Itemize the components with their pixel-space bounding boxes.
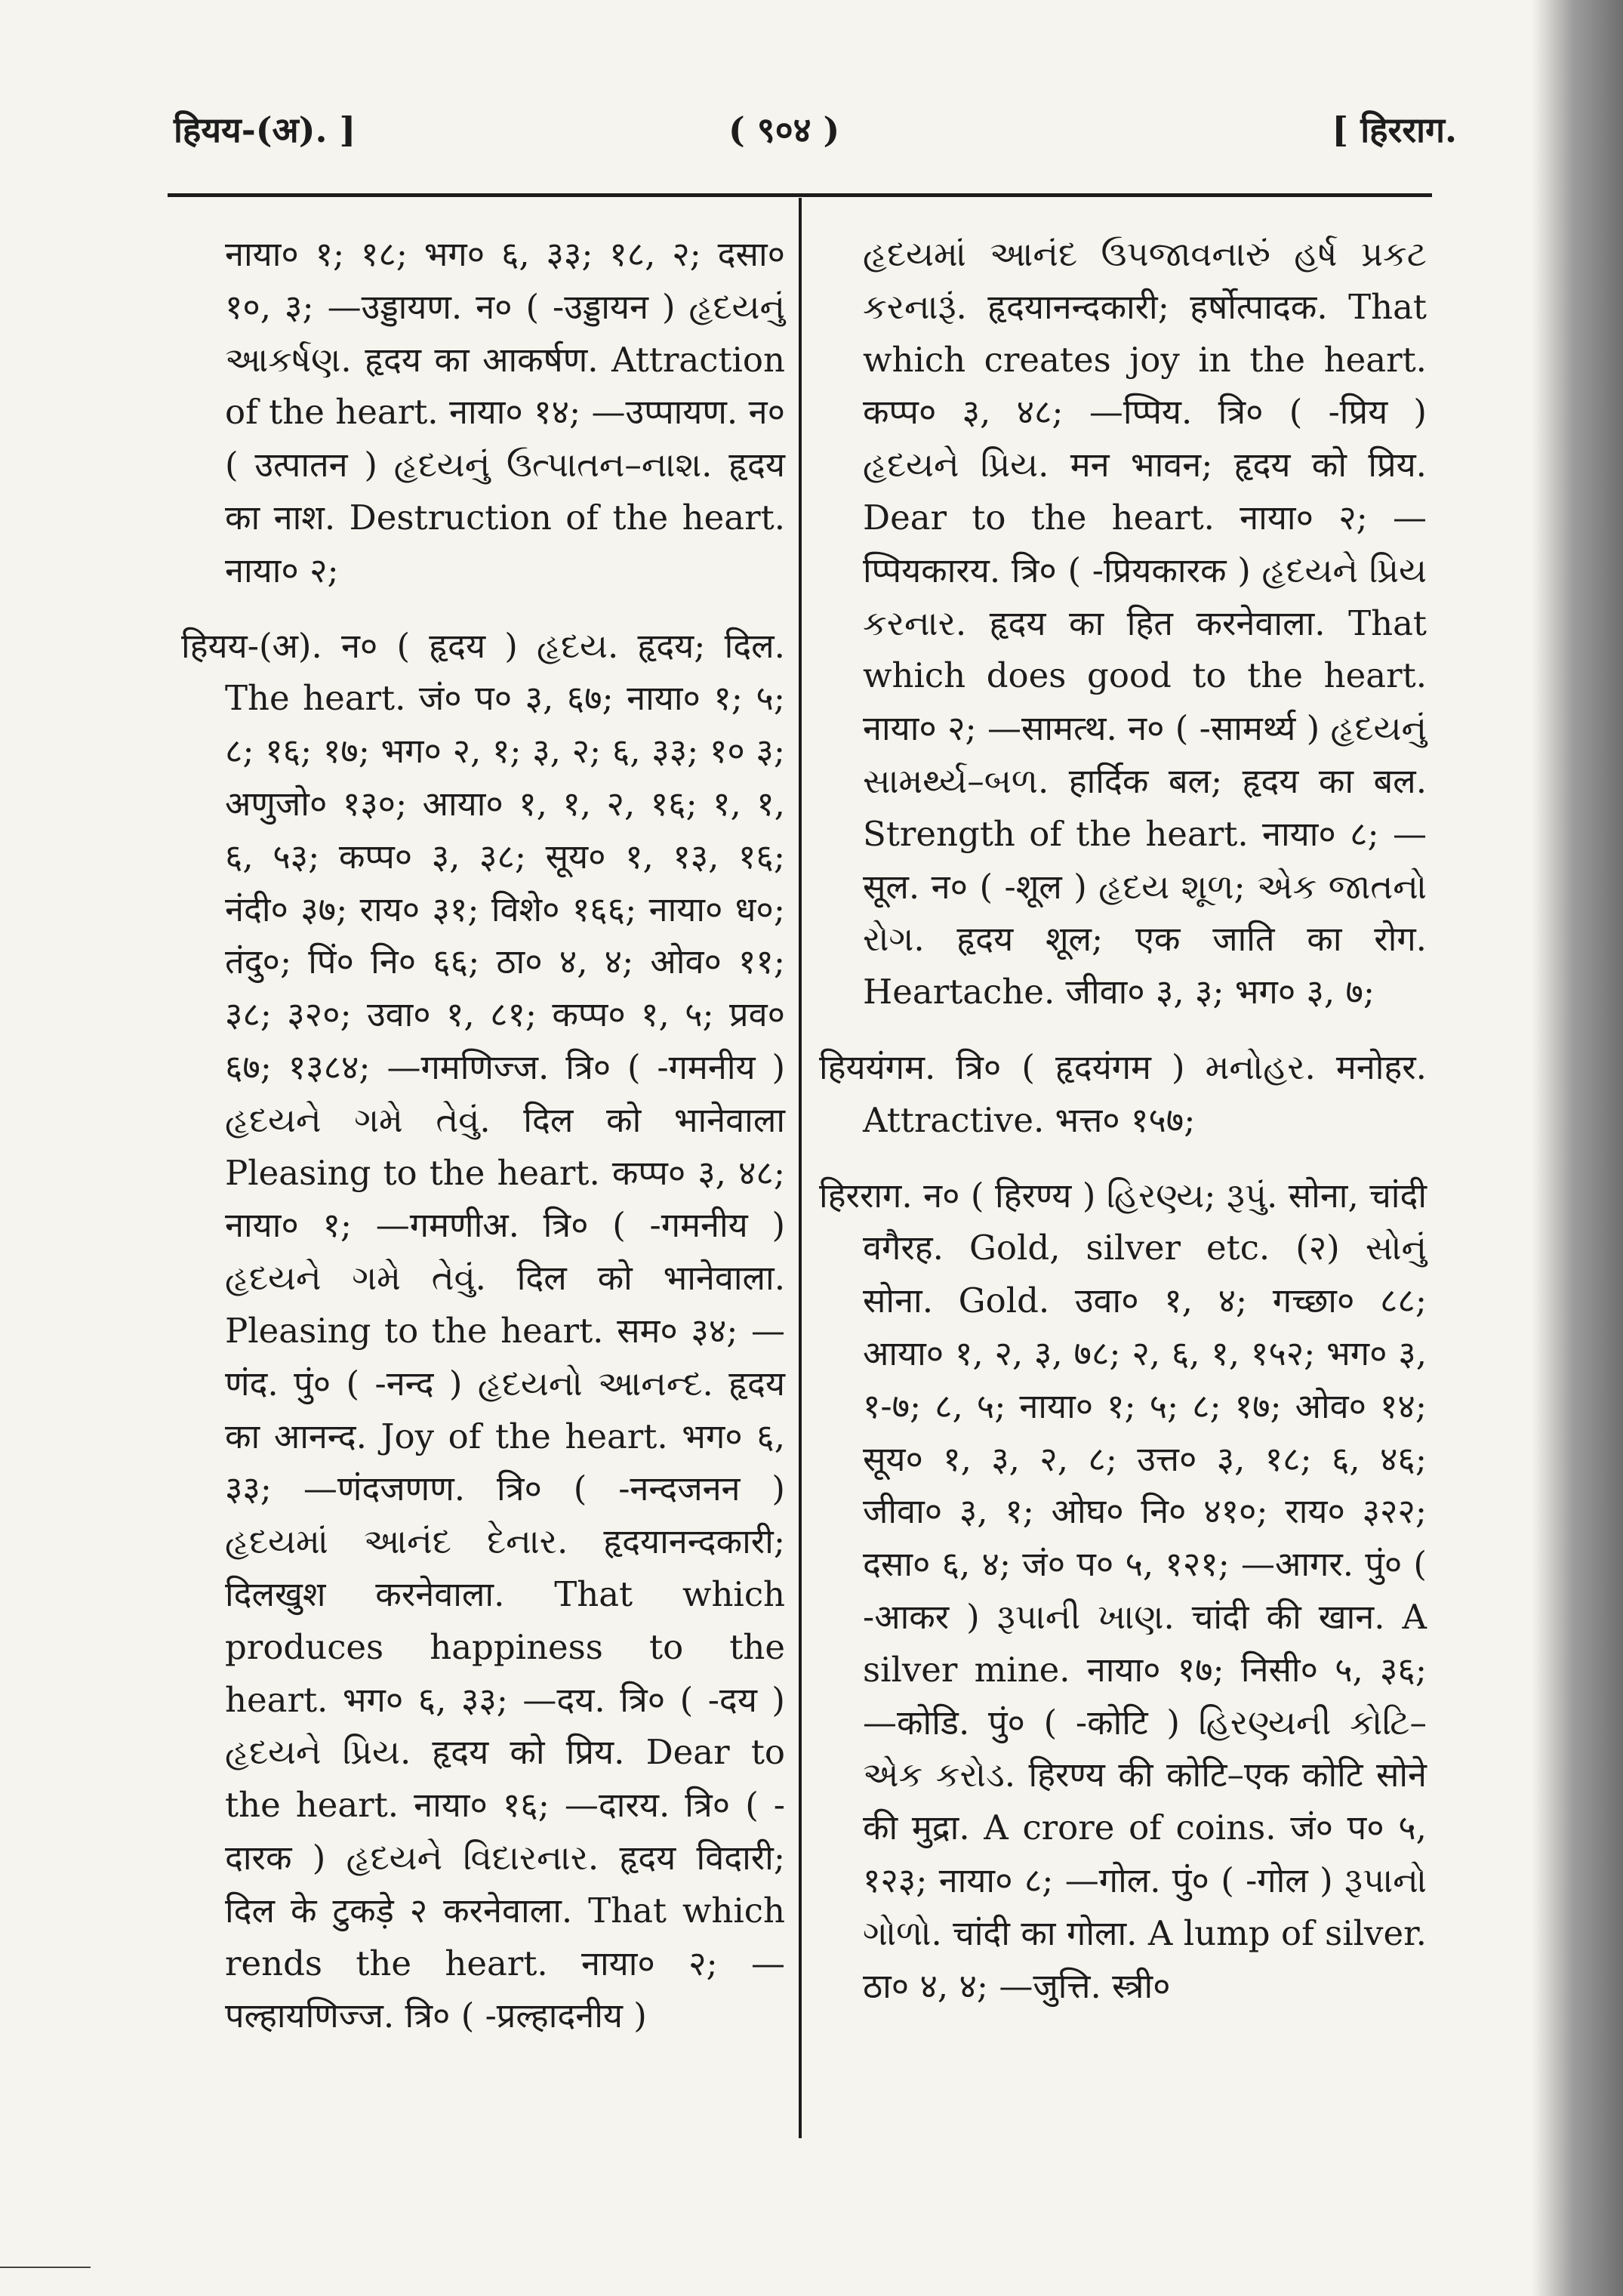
- page-number: ( ९०४ ): [728, 109, 840, 150]
- page-edge-shadow: [1532, 0, 1623, 2296]
- column-divider: [799, 198, 802, 2138]
- dictionary-entry-hiraraga: हिरराग. न० ( हिरण्य ) હિરણ્ય; રૂપું. सोना, चांदी वगैरह. Gold, silver etc. (२) સોનું सोना. Gold. उवा० १, ४; गच्छा० ८८; आया० १, २, ३, ७८; २, ६, १, १५२; भग० ३, १-७; ८, ५; नाया० १; ५; ८; १७; ओव० १४; सूय० १, ३, २, ८; उत्त० ३, १८; ६, ४६; जीवा० ३, १; ओघ० नि० ४१०; राय० ३२२; दसा० ६, ४; जं० प० ५, १२१; —आगर. पुं० ( -आकर ) રૂપાની ખાણ. चांदी की खान. A silver mine. नाया० १७; निसी० ५, ३६; —कोडि. पुं० ( -कोटि ) હિરણ્યની કોટિ–એક કરોડ. हिरण्य की कोटि–एक कोटि सोने की मुद्रा. A crore of coins. जं० प० ५, १२३; नाया० ८; —गोल. पुं० ( -गोल ) રૂપાનો ગોળો. चांदी का गोला. A lump of silver. ठा० ४, ४; —जुत्ति. स्त्री०: [819, 1175, 1427, 2006]
- header-right-guide-word: [ हिरराग.: [1332, 109, 1457, 150]
- dictionary-entry-hiyaya: हियय-(अ). न० ( हृदय ) હૃદય. हृदय; दिल. The heart. जं० प० ३, ६७; नाया० १; ५; ८; १६; १७; भग० २, १; ३, २; ६, ३३; १० ३; अणुजो० १३०; आया० १, १, २, १६; १, १, ६, ५३; कप्प० ३, ३८; सूय० १, १३, १६; नंदी० ३७; राय० ३१; विशे० १६६; नाया० ध०; तंदु०; पिं० नि० ६६; ठा० ४, ४; ओव० ११; ३८; ३२०; उवा० १, ८१; कप्प० १, ५; प्रव० ६७; १३८४; —गमणिज्ज. त्रि० ( -गमनीय ) હૃદયને ગમે તેવું. दिल को भानेवाला Pleasing to the heart. कप्प० ३, ४८; नाया० १; —गमणीअ. त्रि० ( -गमनीय ) હૃદયને ગમે તેવું. दिल को भानेवाला. Pleasing to the heart. सम० ३४; —णंद. पुं० ( -नन्द ) હૃદયનો આનન્દ. हृदय का आनन्द. Joy of the heart. भग० ६, ३३; —णंदजणण. त्रि० ( -नन्दजनन ) હૃદયમાં આનંદ દેનાર. हृदयानन्दकारी; दिलखुश करनेवाला. That which produces happiness to the heart. भग० ६, ३३; —दय. त्रि० ( -दय ) હૃદયને પ્રિય. हृदय को प्रिय. Dear to the heart. नाया० १६; —दारय. त्रि० ( -दारक ) હૃદયને વિદારનાર. हृदय विदारी; दिल के टुकड़े २ करनेवाला. That which rends the heart. नाया० २; —पल्हायणिज्ज. त्रि० ( -प्रल्हादनीय ): [181, 625, 785, 2036]
- bottom-edge-line: [0, 2267, 91, 2268]
- dictionary-entry-hiyayangama: हिययंगम. त्रि० ( हृदयंगम ) મનોહર. मनोहर. Attractive. भत्त० १५७;: [819, 1046, 1427, 1140]
- right-column: [819, 228, 1427, 2012]
- header-rule: [168, 193, 1432, 197]
- header-left-guide-word: हियय-(अ). ]: [174, 109, 356, 150]
- running-header: [174, 106, 1457, 159]
- entry-continuation: હૃદયમાં આનંદ ઉપજાવનારું હર્ષ પ્રકટ કરનારૂં. हृदयानन्दकारी; हर्षोत्पादक. That which creates joy in the heart. कप्प० ३, ४८; —प्पिय. त्रि० ( -प्रिय ) હૃદયને પ્રિય. मन भावन; हृदय को प्रिय. Dear to the heart. नाया० २; —प्पियकारय. त्रि० ( -प्रियकारक ) હૃદયને પ્રિય કરનાર. हृदय का हित करनेवाला. That which does good to the heart. नाया० २; —सामत्थ. न० ( -सामर्थ्य ) હૃદયનું સામર્થ્ય–બળ. हार्दिक बल; हृदय का बल. Strength of the heart. नाया० ८; —सूल. न० ( -शूल ) હૃદય શૂળ; એક જાતનો રોગ. हृदय शूल; एक जाति का रोग. Heartache. जीवा० ३, ३; भग० ३, ७;: [863, 234, 1427, 1012]
- entry-continuation: नाया० १; १८; भग० ६, ३३; १८, २; दसा० १०, ३; —उड्डायण. न० ( -उड्डायन ) હૃદયનું આકર્ષણ. हृदय का आकर्षण. Attraction of the heart. नाया० १४; —उप्पायण. न० ( उत्पातन ) હૃદયનું ઉત્પાતન–નાશ. हृदय का नाश. Destruction of the heart. नाया० २;: [225, 234, 785, 590]
- left-column: [181, 228, 785, 2042]
